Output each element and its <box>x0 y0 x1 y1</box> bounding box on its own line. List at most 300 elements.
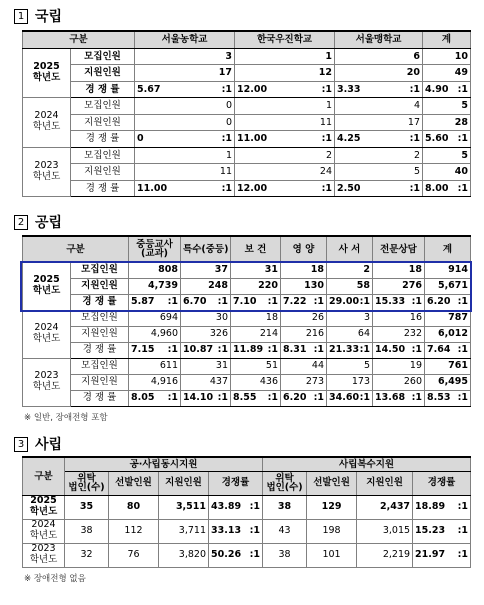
ratio-value: 14.10 <box>183 392 214 404</box>
value-cell: 10 <box>423 48 471 65</box>
ratio-value: 12.00 <box>237 83 268 95</box>
table-row <box>23 358 471 374</box>
value-cell <box>135 81 235 98</box>
ratio-suffix: :1 <box>411 296 423 308</box>
row-label: 경 쟁 률 <box>71 81 135 98</box>
ratio-value: 21.33 <box>329 344 360 356</box>
ratio-pair <box>211 550 260 560</box>
value-cell: 76 <box>109 543 159 567</box>
ratio-value: 50.26 <box>211 549 242 561</box>
value-cell: 326 <box>181 326 231 342</box>
ratio-pair <box>337 85 420 95</box>
table-row <box>23 374 471 390</box>
group-header-cell: 공·사립동시지원 <box>65 457 263 471</box>
ratio-pair <box>375 345 422 355</box>
section-3-number: 3 <box>14 437 28 452</box>
value-cell <box>423 131 471 148</box>
value-cell <box>281 294 327 310</box>
value-cell: 5 <box>327 358 373 374</box>
ratio-value: 12.00 <box>237 182 268 194</box>
ratio-pair <box>425 184 468 194</box>
value-cell: 18 <box>281 262 327 278</box>
header-cell: 특수(중등) <box>181 236 231 262</box>
value-cell <box>129 294 181 310</box>
ratio-suffix: :1 <box>267 392 279 404</box>
value-cell <box>281 390 327 406</box>
value-cell: 19 <box>373 358 425 374</box>
ratio-value: 7.10 <box>233 296 257 308</box>
ratio-pair <box>427 345 468 355</box>
value-cell <box>335 81 423 98</box>
ratio-pair <box>237 85 332 95</box>
ratio-suffix: :1 <box>167 296 179 308</box>
ratio-pair <box>237 184 332 194</box>
value-cell: 3,511 <box>159 495 209 519</box>
ratio-value: 14.50 <box>375 344 406 356</box>
value-cell <box>425 390 471 406</box>
value-cell: 273 <box>281 374 327 390</box>
ratio-suffix: :1 <box>167 392 179 404</box>
year-cell: 2023 학년도 <box>23 358 71 406</box>
ratio-value: 8.53 <box>427 392 451 404</box>
header-cell: 한국우진학교 <box>235 31 335 48</box>
ratio-suffix: :1 <box>359 392 371 404</box>
ratio-pair <box>415 526 468 536</box>
ratio-pair <box>211 526 260 536</box>
value-cell: 26 <box>281 310 327 326</box>
header-cell: 구분 <box>23 31 135 48</box>
value-cell <box>135 131 235 148</box>
sub-header-cell: 위탁 법인(수) <box>65 471 109 495</box>
value-cell: 43 <box>263 519 307 543</box>
ratio-suffix: :1 <box>321 83 333 95</box>
ratio-suffix: :1 <box>409 133 421 144</box>
value-cell: 51 <box>231 358 281 374</box>
ratio-value: 7.15 <box>131 344 155 356</box>
value-cell: 24 <box>235 164 335 181</box>
table-row <box>23 147 471 164</box>
value-cell: 0 <box>135 98 235 115</box>
table-row <box>23 342 471 358</box>
sub-header-row <box>23 471 471 495</box>
value-cell <box>209 543 263 567</box>
ratio-pair <box>183 393 228 403</box>
ratio-pair <box>211 502 260 512</box>
header-cell: 서울맹학교 <box>335 31 423 48</box>
ratio-pair <box>183 345 228 355</box>
row-label: 지원인원 <box>71 374 129 390</box>
value-cell: 130 <box>281 278 327 294</box>
ratio-value: 8.05 <box>131 392 155 404</box>
value-cell: 5 <box>423 98 471 115</box>
value-cell: 129 <box>307 495 357 519</box>
year-cell: 2023 학년도 <box>23 543 65 567</box>
ratio-pair <box>131 297 178 307</box>
value-cell: 17 <box>335 114 423 131</box>
ratio-value: 2.50 <box>337 182 361 194</box>
ratio-suffix: :1 <box>221 83 233 95</box>
section-3-title <box>14 434 62 454</box>
ratio-suffix: :1 <box>411 344 423 356</box>
table-row <box>23 81 471 98</box>
value-cell: 4,960 <box>129 326 181 342</box>
row-label: 지원인원 <box>71 114 135 131</box>
row-label: 모집인원 <box>71 262 129 278</box>
year-cell: 2025 학년도 <box>23 48 71 98</box>
section-2-title <box>14 212 62 232</box>
table-row <box>23 519 471 543</box>
value-cell: 64 <box>327 326 373 342</box>
ratio-pair <box>425 85 468 95</box>
ratio-suffix: :1 <box>411 392 423 404</box>
value-cell: 220 <box>231 278 281 294</box>
ratio-suffix: :1 <box>457 344 469 356</box>
ratio-value: 10.87 <box>183 344 214 356</box>
value-cell <box>181 342 231 358</box>
ratio-value: 21.97 <box>415 549 446 561</box>
value-cell: 16 <box>373 310 425 326</box>
value-cell: 112 <box>109 519 159 543</box>
sub-header-cell: 경쟁률 <box>413 471 471 495</box>
value-cell: 2 <box>235 147 335 164</box>
value-cell: 214 <box>231 326 281 342</box>
value-cell: 5,671 <box>425 278 471 294</box>
value-cell: 5 <box>423 147 471 164</box>
value-cell <box>181 294 231 310</box>
value-cell <box>231 390 281 406</box>
value-cell: 28 <box>423 114 471 131</box>
value-cell <box>373 294 425 310</box>
value-cell: 198 <box>307 519 357 543</box>
table-row <box>23 543 471 567</box>
value-cell: 0 <box>135 114 235 131</box>
value-cell: 5 <box>335 164 423 181</box>
value-cell: 18 <box>373 262 425 278</box>
ratio-value: 11.89 <box>233 344 264 356</box>
value-cell: 44 <box>281 358 327 374</box>
value-cell: 260 <box>373 374 425 390</box>
value-cell: 38 <box>263 495 307 519</box>
value-cell: 1 <box>235 98 335 115</box>
header-cell: 계 <box>423 31 471 48</box>
ratio-suffix: :1 <box>409 182 421 194</box>
table-row <box>23 65 471 82</box>
value-cell: 3 <box>135 48 235 65</box>
value-cell <box>327 342 373 358</box>
ratio-suffix: :1 <box>457 296 469 308</box>
value-cell: 173 <box>327 374 373 390</box>
ratio-value: 34.60 <box>329 392 360 404</box>
value-cell <box>423 180 471 197</box>
value-cell <box>231 294 281 310</box>
value-cell <box>135 180 235 197</box>
ratio-value: 18.89 <box>415 501 446 513</box>
ratio-value: 5.60 <box>425 133 449 144</box>
sub-header-cell: 경쟁률 <box>209 471 263 495</box>
value-cell <box>129 390 181 406</box>
ratio-value: 6.70 <box>183 296 207 308</box>
ratio-value: 11.00 <box>237 133 268 144</box>
sub-header-cell: 지원인원 <box>357 471 413 495</box>
ratio-suffix: :1 <box>457 182 469 194</box>
value-cell: 1 <box>235 48 335 65</box>
value-cell <box>281 342 327 358</box>
value-cell: 216 <box>281 326 327 342</box>
ratio-value: 7.64 <box>427 344 451 356</box>
ratio-pair <box>425 134 468 144</box>
table-row <box>23 114 471 131</box>
ratio-suffix: :1 <box>359 344 371 356</box>
row-label: 지원인원 <box>71 164 135 181</box>
table-row <box>23 180 471 197</box>
section-2-number: 2 <box>14 215 28 230</box>
ratio-pair <box>131 345 178 355</box>
table-row <box>23 278 471 294</box>
value-cell <box>181 390 231 406</box>
ratio-value: 7.22 <box>283 296 307 308</box>
ratio-value: 29.00 <box>329 296 360 308</box>
ratio-pair <box>233 393 278 403</box>
year-cell: 2023 학년도 <box>23 147 71 197</box>
ratio-value: 8.55 <box>233 392 257 404</box>
private-table <box>22 456 471 568</box>
value-cell <box>235 131 335 148</box>
value-cell: 437 <box>181 374 231 390</box>
ratio-suffix: :1 <box>409 83 421 95</box>
value-cell: 2,219 <box>357 543 413 567</box>
row-label: 지원인원 <box>71 65 135 82</box>
ratio-value: 3.33 <box>337 83 361 95</box>
section-2-heading: 공립 <box>35 215 63 231</box>
ratio-pair <box>329 345 370 355</box>
row-label: 지원인원 <box>71 326 129 342</box>
value-cell: 3 <box>327 310 373 326</box>
ratio-suffix: :1 <box>313 296 325 308</box>
private-note: ※ 장애전형 없음 <box>24 574 86 584</box>
ratio-suffix: :1 <box>457 525 469 537</box>
ratio-suffix: :1 <box>221 133 233 144</box>
value-cell <box>209 495 263 519</box>
value-cell <box>335 131 423 148</box>
row-label: 모집인원 <box>71 48 135 65</box>
value-cell: 4,916 <box>129 374 181 390</box>
corner-cell: 구분 <box>23 457 65 495</box>
ratio-value: 6.20 <box>427 296 451 308</box>
value-cell: 101 <box>307 543 357 567</box>
value-cell: 17 <box>135 65 235 82</box>
ratio-pair <box>137 85 232 95</box>
ratio-value: 15.33 <box>375 296 406 308</box>
sub-header-cell: 선발인원 <box>109 471 159 495</box>
ratio-value: 13.68 <box>375 392 406 404</box>
ratio-suffix: :1 <box>321 182 333 194</box>
sub-header-cell: 위탁 법인(수) <box>263 471 307 495</box>
ratio-value: 5.67 <box>137 83 161 95</box>
ratio-pair <box>137 184 232 194</box>
ratio-pair <box>375 393 422 403</box>
ratio-value: 4.25 <box>337 133 361 144</box>
section-1-heading: 국립 <box>35 9 63 25</box>
table-row <box>23 98 471 115</box>
value-cell <box>209 519 263 543</box>
row-label: 경 쟁 률 <box>71 342 129 358</box>
ratio-suffix: :1 <box>313 392 325 404</box>
national-table <box>22 30 471 197</box>
value-cell: 38 <box>65 519 109 543</box>
value-cell: 787 <box>425 310 471 326</box>
value-cell <box>413 543 471 567</box>
header-cell: 구분 <box>23 236 129 262</box>
value-cell: 611 <box>129 358 181 374</box>
ratio-pair <box>233 297 278 307</box>
ratio-pair <box>415 550 468 560</box>
value-cell: 6,495 <box>425 374 471 390</box>
value-cell: 248 <box>181 278 231 294</box>
ratio-suffix: :1 <box>167 344 179 356</box>
value-cell: 4,739 <box>129 278 181 294</box>
value-cell <box>335 180 423 197</box>
section-3-heading: 사립 <box>35 437 63 453</box>
ratio-pair <box>233 345 278 355</box>
value-cell <box>235 180 335 197</box>
value-cell: 40 <box>423 164 471 181</box>
value-cell: 18 <box>231 310 281 326</box>
ratio-suffix: :1 <box>217 392 229 404</box>
value-cell <box>373 390 425 406</box>
value-cell: 3,711 <box>159 519 209 543</box>
ratio-pair <box>183 297 228 307</box>
public-note: ※ 일반, 장애전형 포함 <box>24 413 108 423</box>
value-cell: 436 <box>231 374 281 390</box>
ratio-pair <box>329 297 370 307</box>
sub-header-cell: 지원인원 <box>159 471 209 495</box>
ratio-suffix: :1 <box>457 501 469 513</box>
year-cell: 2024 학년도 <box>23 310 71 358</box>
value-cell <box>423 81 471 98</box>
ratio-value: 43.89 <box>211 501 242 513</box>
group-header-row <box>23 457 471 471</box>
year-cell: 2024 학년도 <box>23 519 65 543</box>
ratio-suffix: :1 <box>217 344 229 356</box>
table-row <box>23 310 471 326</box>
ratio-suffix: :1 <box>221 182 233 194</box>
ratio-value: 8.31 <box>283 344 307 356</box>
value-cell: 35 <box>65 495 109 519</box>
ratio-pair <box>131 393 178 403</box>
ratio-suffix: :1 <box>321 133 333 144</box>
ratio-value: 5.87 <box>131 296 155 308</box>
row-label: 모집인원 <box>71 310 129 326</box>
ratio-suffix: :1 <box>249 549 261 561</box>
ratio-pair <box>137 134 232 144</box>
value-cell: 38 <box>263 543 307 567</box>
value-cell: 232 <box>373 326 425 342</box>
header-cell: 영 양 <box>281 236 327 262</box>
row-label: 모집인원 <box>71 358 129 374</box>
ratio-suffix: :1 <box>217 296 229 308</box>
ratio-pair <box>427 297 468 307</box>
ratio-suffix: :1 <box>457 549 469 561</box>
value-cell <box>413 495 471 519</box>
value-cell: 49 <box>423 65 471 82</box>
header-cell: 서울농학교 <box>135 31 235 48</box>
value-cell: 37 <box>181 262 231 278</box>
ratio-pair <box>283 297 324 307</box>
value-cell: 2 <box>327 262 373 278</box>
value-cell <box>129 342 181 358</box>
group-header-cell: 사립복수지원 <box>263 457 471 471</box>
table-row <box>23 294 471 310</box>
ratio-pair <box>329 393 370 403</box>
value-cell: 80 <box>109 495 159 519</box>
ratio-suffix: :1 <box>457 133 469 144</box>
row-label: 모집인원 <box>71 98 135 115</box>
value-cell: 1 <box>135 147 235 164</box>
ratio-value: 15.23 <box>415 525 446 537</box>
value-cell: 4 <box>335 98 423 115</box>
row-label: 경 쟁 률 <box>71 390 129 406</box>
section-1-number: 1 <box>14 9 28 24</box>
ratio-value: 11.00 <box>137 182 168 194</box>
ratio-suffix: :1 <box>249 525 261 537</box>
value-cell: 2 <box>335 147 423 164</box>
ratio-suffix: :1 <box>359 296 371 308</box>
value-cell: 58 <box>327 278 373 294</box>
row-label: 경 쟁 률 <box>71 294 129 310</box>
row-label: 지원인원 <box>71 278 129 294</box>
ratio-suffix: :1 <box>249 501 261 513</box>
value-cell: 694 <box>129 310 181 326</box>
value-cell <box>425 294 471 310</box>
value-cell <box>231 342 281 358</box>
value-cell <box>373 342 425 358</box>
value-cell: 31 <box>181 358 231 374</box>
year-cell: 2025 학년도 <box>23 495 65 519</box>
value-cell: 32 <box>65 543 109 567</box>
value-cell: 6,012 <box>425 326 471 342</box>
value-cell: 6 <box>335 48 423 65</box>
value-cell: 20 <box>335 65 423 82</box>
header-cell: 계 <box>425 236 471 262</box>
table-row <box>23 326 471 342</box>
value-cell: 3,015 <box>357 519 413 543</box>
value-cell <box>327 390 373 406</box>
value-cell: 761 <box>425 358 471 374</box>
row-label: 모집인원 <box>71 147 135 164</box>
sub-header-cell: 선발인원 <box>307 471 357 495</box>
header-row <box>23 236 471 262</box>
header-cell: 중등교사 (교과) <box>129 236 181 262</box>
header-cell: 전문상담 <box>373 236 425 262</box>
ratio-pair <box>283 345 324 355</box>
value-cell: 808 <box>129 262 181 278</box>
value-cell: 2,437 <box>357 495 413 519</box>
ratio-value: 4.90 <box>425 83 449 95</box>
year-cell: 2024 학년도 <box>23 98 71 148</box>
header-cell: 사 서 <box>327 236 373 262</box>
table-row <box>23 390 471 406</box>
table-row <box>23 262 471 278</box>
table-row <box>23 48 471 65</box>
header-row <box>23 31 471 48</box>
value-cell: 31 <box>231 262 281 278</box>
value-cell: 30 <box>181 310 231 326</box>
value-cell: 3,820 <box>159 543 209 567</box>
public-table <box>22 235 471 407</box>
value-cell: 11 <box>135 164 235 181</box>
ratio-pair <box>337 184 420 194</box>
section-1-title <box>14 6 62 26</box>
